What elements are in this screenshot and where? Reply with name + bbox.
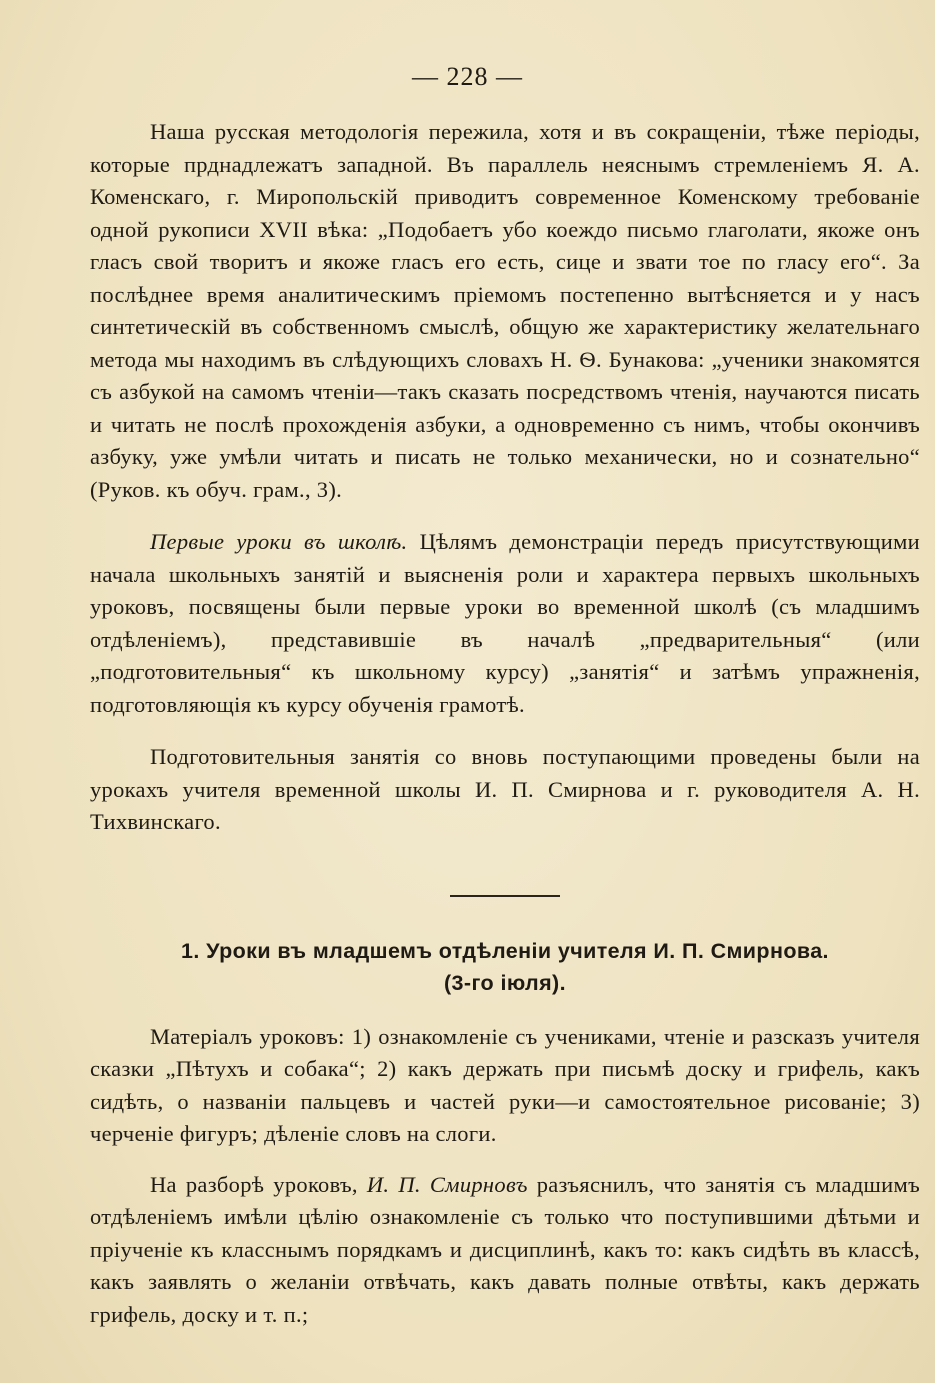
page-number: — 228 — xyxy=(412,62,523,91)
review-lead: На разборѣ уроковъ, xyxy=(150,1171,367,1197)
review-text: разъяснилъ, что занятія съ младшимъ отдѣленіемъ имѣли цѣлію ознакомленіе съ только что поступившими дѣтьми и пріученіе къ класснымъ порядкамъ и дисциплинѣ, какъ то: какъ сидѣть въ классѣ, какъ заявлять о желаніи отвѣчать, какъ давать полные отвѣты, какъ держать грифель, доску и т. п.; xyxy=(90,1171,920,1327)
section-heading: 1. Уроки въ младшемъ отдѣленіи учителя И. П. Смирнова. xyxy=(181,938,829,963)
paragraph-lesson-review xyxy=(90,1169,920,1332)
section-divider xyxy=(450,895,560,897)
page-body xyxy=(90,116,920,1331)
section-heading-date: (3-го іюля). xyxy=(444,970,566,995)
paragraph-first-lessons xyxy=(90,526,920,721)
teacher-name: И. П. Смирновъ xyxy=(366,1171,528,1197)
paragraph-preparatory: Подготовительныя занятія со вновь поступающими проведены были на урокахъ учителя временной школы И. П. Смирнова и г. руководителя А. Н. Тихвинскаго. xyxy=(90,744,920,834)
first-lessons-title: Первые уроки въ школѣ. xyxy=(150,529,408,554)
paragraph-methodology: Наша русская методологія пережила, хотя и въ сокращеніи, тѣже періоды, которые прднадлежатъ западной. Въ параллель неяснымъ стремленіемъ Я. А. Коменскаго, г. Миропольскій приводитъ современное Коменскому требованіе одной рукописи XVII вѣка: „Подобаетъ убо коеждо письмо глаголати, якоже онъ гласъ свой творитъ и якоже гласъ его есть, сице и звати тое по гласу его“. За послѣднее время аналитическимъ пріемомъ постепенно вытѣсняется и у насъ синтетическій въ собственномъ смыслѣ, общую же характеристику желательнаго метода мы находимъ въ слѣдующихъ словахъ Н. Ѳ. Бунакова: „ученики знакомятся съ азбукой на самомъ чтеніи—такъ сказать посредствомъ чтенія, научаются писать и читать не послѣ прохожденія азбуки, а одновременно съ нимъ, чтобы окончивъ азбуку, уже умѣли читать и писать не только механически, но и сознательно“ (Руков. къ обуч. грам., 3). xyxy=(90,119,920,502)
first-lessons-text: Цѣлямъ демонстраціи передъ присутствующими начала школьныхъ занятій и выясненія роли и характера первыхъ школьныхъ уроковъ, посвящены были первые уроки во временной школѣ (съ младшимъ отдѣленіемъ), представившіе въ началѣ „предварительныя“ (или „подготовительныя“ къ школьному курсу) „занятія“ и затѣмъ упражненія, подготовляющія къ курсу обученія грамотѣ. xyxy=(90,529,920,717)
paragraph-lesson-material: Матеріалъ уроковъ: 1) ознакомленіе съ учениками, чтеніе и разсказъ учителя сказки „Пѣтухъ и собака“; 2) какъ держать при письмѣ доску и грифель, какъ сидѣть, о названіи пальцевъ и частей руки—и самостоятельное рисованіе; 3) черченіе фигуръ; дѣленіе словъ на слоги. xyxy=(90,1023,920,1146)
